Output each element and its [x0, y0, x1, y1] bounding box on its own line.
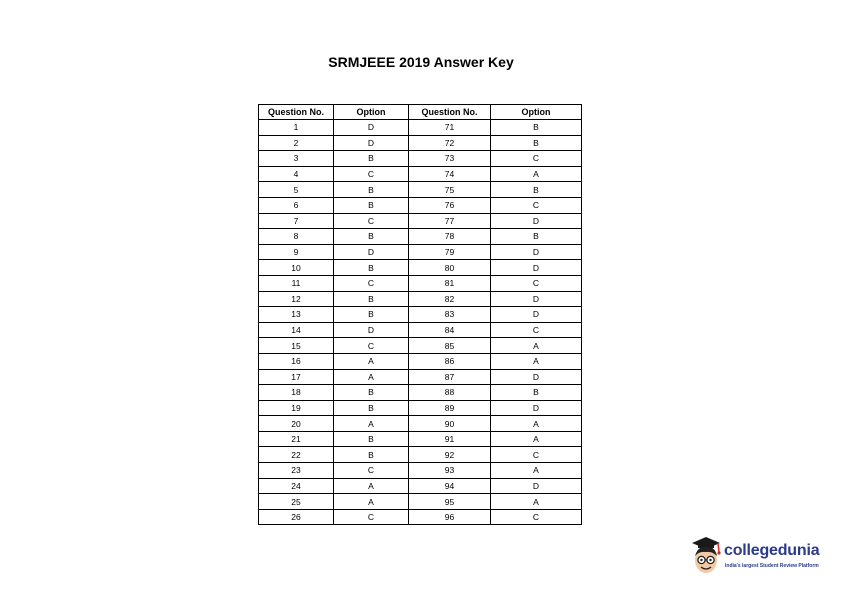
table-row [259, 229, 582, 245]
option-cell: B [334, 260, 409, 276]
question-no-cell: 75 [409, 182, 491, 198]
table-row [259, 244, 582, 260]
logo-name: collegedunia [724, 542, 820, 559]
option-cell: C [491, 322, 582, 338]
option-cell: D [491, 369, 582, 385]
page-title: SRMJEEE 2019 Answer Key [328, 54, 514, 70]
option-cell: A [334, 478, 409, 494]
table-row [259, 291, 582, 307]
option-cell: A [334, 494, 409, 510]
option-cell: D [334, 135, 409, 151]
table-row [259, 353, 582, 369]
option-cell: B [491, 229, 582, 245]
option-cell: B [334, 307, 409, 323]
question-no-cell: 72 [409, 135, 491, 151]
table-row [259, 166, 582, 182]
question-no-cell: 23 [259, 463, 334, 479]
header-question-no-1: Question No. [259, 105, 334, 120]
question-no-cell: 19 [259, 400, 334, 416]
option-cell: A [491, 494, 582, 510]
question-no-cell: 95 [409, 494, 491, 510]
option-cell: B [334, 182, 409, 198]
question-no-cell: 86 [409, 353, 491, 369]
option-cell: B [334, 229, 409, 245]
question-no-cell: 94 [409, 478, 491, 494]
table-row [259, 369, 582, 385]
header-option-1: Option [334, 105, 409, 120]
header-question-no-2: Question No. [409, 105, 491, 120]
question-no-cell: 5 [259, 182, 334, 198]
question-no-cell: 15 [259, 338, 334, 354]
option-cell: C [334, 509, 409, 525]
option-cell: C [491, 197, 582, 213]
option-cell: D [491, 291, 582, 307]
question-no-cell: 12 [259, 291, 334, 307]
option-cell: C [491, 447, 582, 463]
option-cell: C [334, 213, 409, 229]
question-no-cell: 92 [409, 447, 491, 463]
graduate-mascot-icon [688, 534, 724, 578]
question-no-cell: 91 [409, 431, 491, 447]
table-row [259, 509, 582, 525]
option-cell: D [491, 307, 582, 323]
option-cell: B [491, 182, 582, 198]
option-cell: B [334, 447, 409, 463]
question-no-cell: 96 [409, 509, 491, 525]
option-cell: C [491, 275, 582, 291]
table-row [259, 307, 582, 323]
table-row [259, 322, 582, 338]
option-cell: D [334, 244, 409, 260]
option-cell: A [491, 416, 582, 432]
question-no-cell: 10 [259, 260, 334, 276]
question-no-cell: 88 [409, 385, 491, 401]
question-no-cell: 4 [259, 166, 334, 182]
option-cell: D [491, 478, 582, 494]
table-header-row [259, 105, 582, 120]
question-no-cell: 18 [259, 385, 334, 401]
question-no-cell: 71 [409, 120, 491, 136]
table-row [259, 385, 582, 401]
table-row [259, 197, 582, 213]
option-cell: A [334, 369, 409, 385]
question-no-cell: 83 [409, 307, 491, 323]
question-no-cell: 22 [259, 447, 334, 463]
logo-tagline: India's largest Student Review Platform [725, 563, 819, 569]
header-option-2: Option [491, 105, 582, 120]
question-no-cell: 77 [409, 213, 491, 229]
question-no-cell: 2 [259, 135, 334, 151]
option-cell: B [334, 151, 409, 167]
option-cell: C [334, 463, 409, 479]
question-no-cell: 90 [409, 416, 491, 432]
question-no-cell: 3 [259, 151, 334, 167]
option-cell: C [334, 338, 409, 354]
option-cell: B [491, 135, 582, 151]
question-no-cell: 14 [259, 322, 334, 338]
option-cell: B [334, 400, 409, 416]
option-cell: B [334, 431, 409, 447]
question-no-cell: 87 [409, 369, 491, 385]
option-cell: D [491, 244, 582, 260]
question-no-cell: 84 [409, 322, 491, 338]
question-no-cell: 80 [409, 260, 491, 276]
question-no-cell: 7 [259, 213, 334, 229]
option-cell: A [491, 431, 582, 447]
table-row [259, 416, 582, 432]
table-row [259, 275, 582, 291]
option-cell: A [491, 353, 582, 369]
table-row [259, 260, 582, 276]
question-no-cell: 85 [409, 338, 491, 354]
option-cell: A [491, 463, 582, 479]
option-cell: A [491, 338, 582, 354]
option-cell: B [334, 197, 409, 213]
option-cell: A [334, 416, 409, 432]
question-no-cell: 76 [409, 197, 491, 213]
question-no-cell: 8 [259, 229, 334, 245]
question-no-cell: 81 [409, 275, 491, 291]
question-no-cell: 82 [409, 291, 491, 307]
option-cell: B [491, 120, 582, 136]
question-no-cell: 74 [409, 166, 491, 182]
question-no-cell: 13 [259, 307, 334, 323]
question-no-cell: 1 [259, 120, 334, 136]
question-no-cell: 78 [409, 229, 491, 245]
question-no-cell: 93 [409, 463, 491, 479]
question-no-cell: 9 [259, 244, 334, 260]
table-row [259, 338, 582, 354]
option-cell: D [334, 120, 409, 136]
table-row [259, 151, 582, 167]
question-no-cell: 25 [259, 494, 334, 510]
option-cell: C [491, 509, 582, 525]
option-cell: B [334, 385, 409, 401]
option-cell: C [334, 166, 409, 182]
question-no-cell: 89 [409, 400, 491, 416]
table-row [259, 494, 582, 510]
question-no-cell: 26 [259, 509, 334, 525]
question-no-cell: 24 [259, 478, 334, 494]
option-cell: D [491, 400, 582, 416]
option-cell: A [491, 166, 582, 182]
question-no-cell: 6 [259, 197, 334, 213]
option-cell: D [491, 213, 582, 229]
table-row [259, 400, 582, 416]
table-row [259, 135, 582, 151]
table-row [259, 182, 582, 198]
option-cell: D [491, 260, 582, 276]
table-row [259, 463, 582, 479]
question-no-cell: 73 [409, 151, 491, 167]
question-no-cell: 17 [259, 369, 334, 385]
table-row [259, 213, 582, 229]
question-no-cell: 79 [409, 244, 491, 260]
answer-key-table [258, 104, 582, 525]
table-row [259, 120, 582, 136]
option-cell: C [334, 275, 409, 291]
collegedunia-logo [688, 534, 828, 580]
option-cell: B [334, 291, 409, 307]
question-no-cell: 21 [259, 431, 334, 447]
option-cell: A [334, 353, 409, 369]
table-row [259, 478, 582, 494]
question-no-cell: 20 [259, 416, 334, 432]
option-cell: B [491, 385, 582, 401]
table-row [259, 447, 582, 463]
question-no-cell: 16 [259, 353, 334, 369]
table-row [259, 431, 582, 447]
question-no-cell: 11 [259, 275, 334, 291]
option-cell: C [491, 151, 582, 167]
option-cell: D [334, 322, 409, 338]
